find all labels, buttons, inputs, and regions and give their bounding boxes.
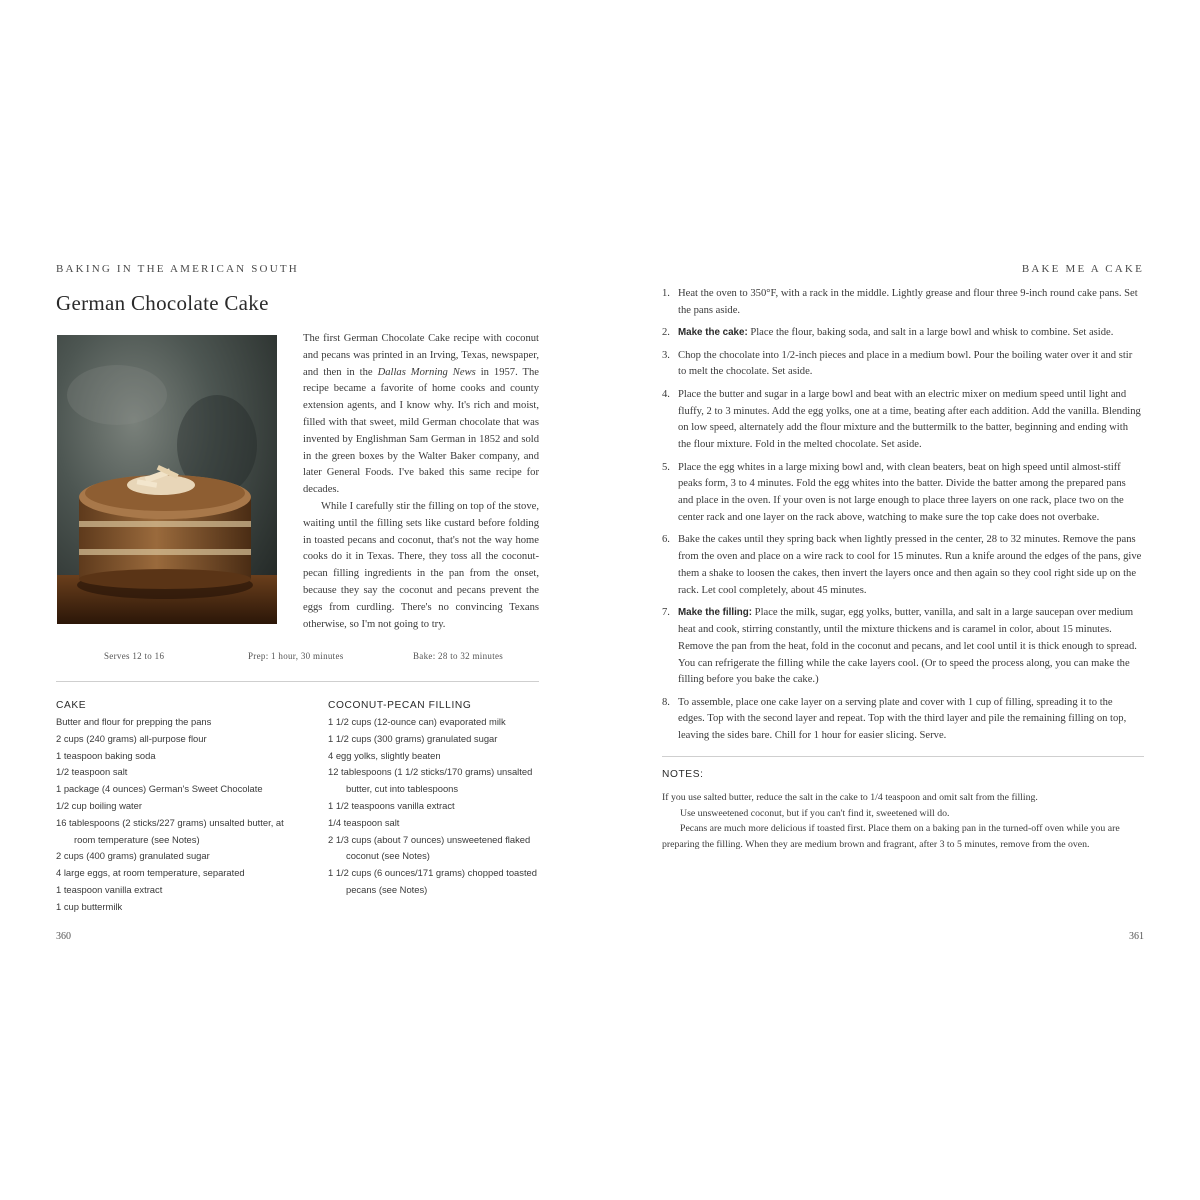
cake-heading: CAKE bbox=[56, 700, 87, 711]
intro-paragraph-1: The first German Chocolate Cake recipe with coconut and pecans was printed in an Irving, Texas, newspaper, and then in the Dallas Morning News in 1957. The recipe became a favorite of home cooks and county extension agents, and I know why. It's rich and moist, filled with that sweet, mild German chocolate that was invented by Englishman Sam German in 1852 and sold in the green boxes by the Walter Baker company, and later General Foods. I've baked this same recipe for decades. bbox=[303, 333, 539, 496]
step-7: 7. Make the filling: Place the milk, sugar, egg yolks, butter, vanilla, and salt in a large saucepan over medium heat and cook, stirring constantly, until the mixture thickens and is caramel in color, about 15 minutes. Remove the pan from the heat, fold in the coconut and pecans, and let cool until it is thick enough to spread. You can refrigerate the filling while the cake layers cool. (Or to speed the process along, you can make the filling before you bake the cake.) bbox=[662, 607, 1137, 686]
list-item: 2 cups (400 grams) granulated sugar bbox=[56, 850, 210, 862]
notes-text bbox=[662, 790, 1142, 852]
list-item: 1 teaspoon vanilla extract bbox=[56, 883, 163, 895]
serves-label: Serves 12 to 16 bbox=[104, 651, 165, 661]
page-number-right: 361 bbox=[1129, 931, 1144, 942]
step-1: 1. Heat the oven to 350°F, with a rack in the middle. Lightly grease and flour three 9-inch round cake pans. Set the pans aside. bbox=[662, 288, 1138, 316]
list-item: 1 teaspoon baking soda bbox=[56, 749, 156, 761]
recipe-title: German Chocolate Cake bbox=[56, 291, 269, 315]
cake-illustration bbox=[57, 335, 277, 624]
list-item: 1/2 teaspoon salt bbox=[56, 766, 128, 778]
note-paragraph: If you use salted butter, reduce the salt in the cake to 1/4 teaspoon and omit salt from the filling. bbox=[662, 792, 1038, 803]
running-head-left: BAKING IN THE AMERICAN SOUTH bbox=[56, 263, 299, 275]
step-2: 2. Make the cake: Place the flour, baking soda, and salt in a large bowl and whisk to combine. Set aside. bbox=[662, 327, 1114, 339]
list-item: 1/2 cup boiling water bbox=[56, 799, 142, 811]
list-item: 1 1/2 cups (12-ounce can) evaporated milk bbox=[328, 716, 506, 727]
step-5: 5. Place the egg whites in a large mixing bowl and, with clean beaters, beat on high speed until almost-stiff peaks form, 3 to 4 minutes. Fold the egg whites into the batter. Divide the batter among the prepared pans and place in the oven. If your oven is not large enough to place three layers on one rack, place two on the center rack and one layer on the rack above, watching to make sure the top cake does not overbake. bbox=[662, 461, 1126, 523]
list-item: 1 1/2 cups (300 grams) granulated sugar bbox=[328, 732, 498, 744]
filling-ingredient-list bbox=[328, 714, 540, 899]
list-item: 1/4 teaspoon salt bbox=[328, 816, 400, 828]
list-item: 1 1/2 teaspoons vanilla extract bbox=[328, 799, 455, 811]
notes-heading: NOTES: bbox=[662, 769, 704, 780]
list-item: 2 1/3 cups (about 7 ounces) unsweetened flaked coconut (see Notes) bbox=[328, 833, 531, 862]
prep-time: Prep: 1 hour, 30 minutes bbox=[248, 651, 344, 661]
cake-ingredient-list bbox=[56, 714, 304, 916]
step-3: 3. Chop the chocolate into 1/2-inch pieces and place in a medium bowl. Pour the boiling water over it and stir to melt the chocolate. Set aside. bbox=[662, 349, 1133, 378]
step-6: 6. Bake the cakes until they spring back when lightly pressed in the center, 28 to 32 minutes. Remove the pans from the oven and place on a wire rack to cool for 15 minutes. Run a knife around the edges of the pans, give them a shake to loosen the cakes, then invert the layers once and then again so they cool right side up on the rack. Let cool completely, about 45 minutes. bbox=[662, 534, 1142, 596]
filling-heading: COCONUT-PECAN FILLING bbox=[328, 700, 472, 711]
page-number-left: 360 bbox=[56, 931, 71, 942]
list-item: 1 1/2 cups (6 ounces/171 grams) chopped toasted pecans (see Notes) bbox=[328, 867, 537, 895]
list-item: Butter and flour for prepping the pans bbox=[56, 716, 212, 727]
notes-divider bbox=[662, 756, 1144, 757]
intro-text bbox=[303, 331, 539, 633]
list-item: 4 egg yolks, slightly beaten bbox=[328, 749, 441, 761]
step-8: 8. To assemble, place one cake layer on a serving plate and cover with 1 cup of filling, spreading it to the edges. Top with the second layer and repeat. Top with the third layer and pile the remaining filling on top, leaving the sides bare. Chill for 1 hour for easier slicing. Serve. bbox=[662, 696, 1127, 742]
step-4: 4. Place the butter and sugar in a large bowl and beat with an electric mixer on medium speed until light and fluffy, 2 to 3 minutes. Add the egg yolks, one at a time, beating after each addition. Add the vanilla. Blending on low speed, alternately add the flour mixture and the buttermilk to the batter, beginning and ending with the flour mixture. Fold in the melted chocolate. Set aside. bbox=[662, 388, 1141, 451]
method-steps bbox=[662, 286, 1142, 751]
note-paragraph: Pecans are much more delicious if toasted first. Place them on a baking pan in the turned-off oven while you are preparing the filling. When they are medium brown and fragrant, after 3 to 5 minutes, remove from the oven. bbox=[662, 823, 1120, 850]
list-item: 1 cup buttermilk bbox=[56, 900, 123, 912]
newspaper-name: Dallas Morning News bbox=[377, 366, 476, 378]
bake-time: Bake: 28 to 32 minutes bbox=[413, 651, 504, 661]
list-item: 1 package (4 ounces) German's Sweet Chocolate bbox=[56, 783, 263, 795]
list-item: 2 cups (240 grams) all-purpose flour bbox=[56, 732, 207, 744]
ingredients-divider bbox=[56, 681, 539, 682]
running-head-right: BAKE ME A CAKE bbox=[1021, 263, 1144, 275]
cake-photo bbox=[57, 335, 277, 624]
list-item: 12 tablespoons (1 1/2 sticks/170 grams) unsalted butter, cut into tablespoons bbox=[328, 766, 533, 795]
note-paragraph: Use unsweetened coconut, but if you can't find it, sweetened will do. bbox=[680, 807, 950, 819]
intro-paragraph-2: While I carefully stir the filling on top of the stove, waiting until the filling sets like custard before folding in toasted pecans and coconut, that's not the way home cooks do it in Texas. There, they toss all the coconut-pecan filling ingredients in the pan from the onset, because they say the coconut and pecans prevent the eggs from curdling. There's no convincing Texans otherwise, so I'm not going to try. bbox=[303, 500, 539, 630]
list-item: 4 large eggs, at room temperature, separated bbox=[56, 867, 245, 879]
list-item: 16 tablespoons (2 sticks/227 grams) unsalted butter, at room temperature (see Notes) bbox=[56, 816, 284, 845]
